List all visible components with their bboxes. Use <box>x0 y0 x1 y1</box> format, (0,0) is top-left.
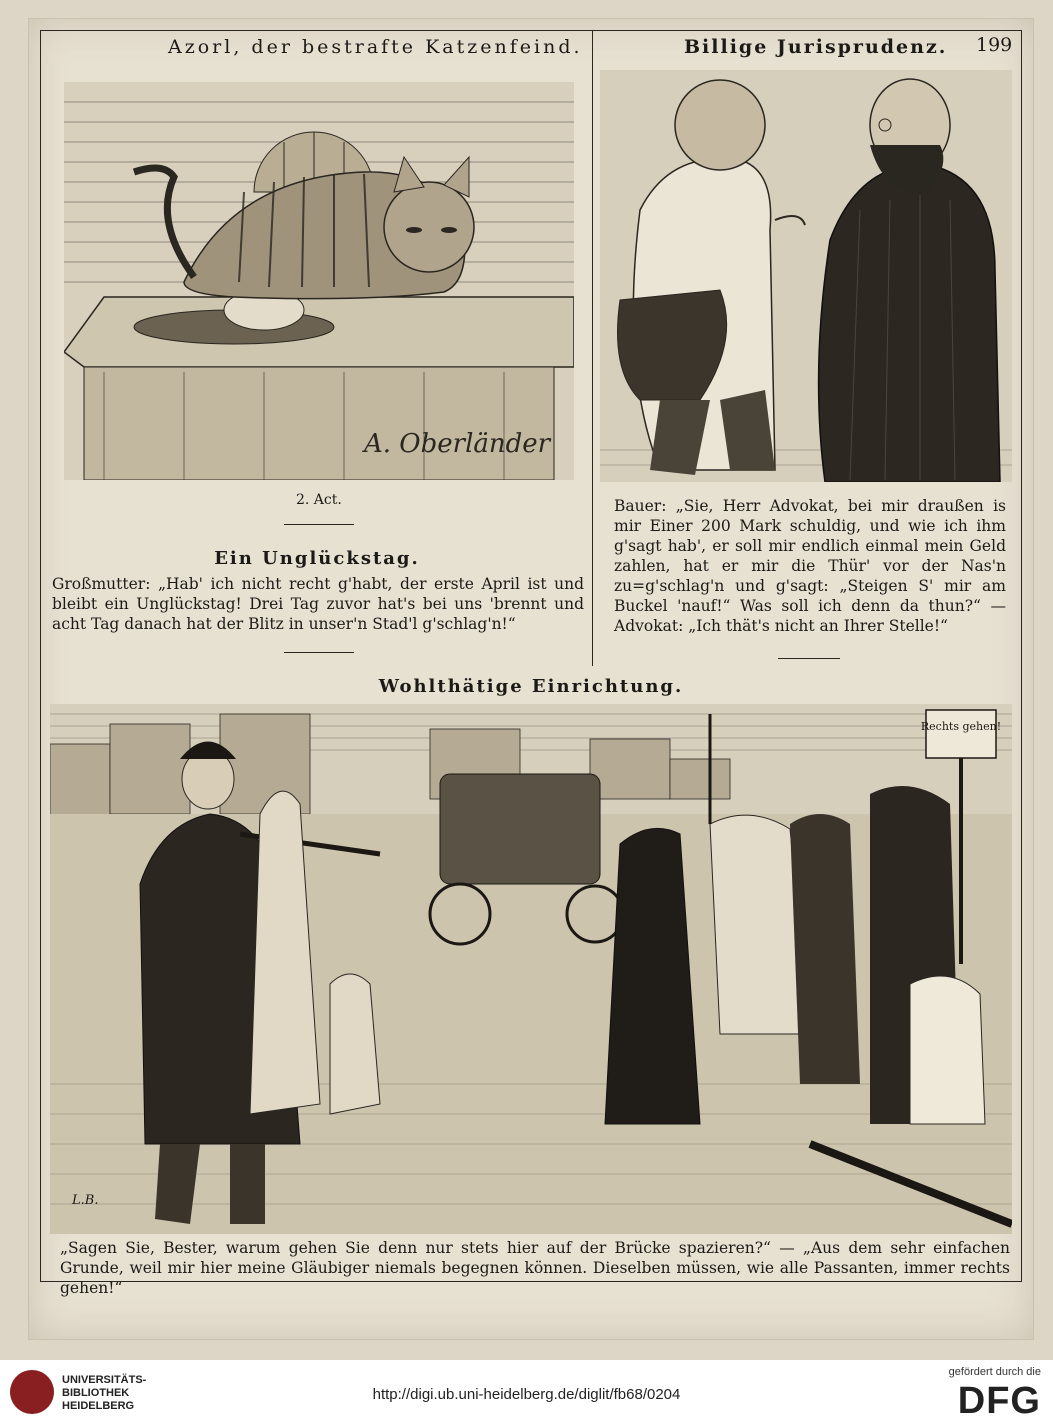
digitization-footer <box>0 1360 1053 1428</box>
column-divider <box>592 30 593 666</box>
lawyer-illustration <box>600 70 1012 482</box>
right-rule <box>1021 30 1022 1282</box>
left-rule <box>40 30 41 1282</box>
funding-note: gefördert durch die <box>948 1366 1041 1378</box>
artist-mark: L.B. <box>72 1193 99 1208</box>
short-divider <box>778 658 840 659</box>
cartoon-title-jurisprudenz: Billige Jurisprudenz. <box>684 36 948 58</box>
cartoon-caption-einrichtung: „Sagen Sie, Bester, warum gehen Sie denn nur stets hier auf der Brücke spazieren?“ — „Aus dem sehr einfachen Grunde, weil mir hier meine Gläubiger niemals begegnen können. Dieselben müssen, wie alle Passanten, immer rechts gehen!“ <box>60 1239 1010 1297</box>
bridge-illustration <box>50 704 1012 1234</box>
library-line-1: UNIVERSITÄTS- <box>62 1374 147 1386</box>
library-line-2: BIBLIOTHEK <box>62 1387 130 1399</box>
story-heading-unglueckstag: Ein Unglückstag. <box>214 548 420 569</box>
page-number: 199 <box>976 34 1013 56</box>
cartoon-title-azorl: Azorl, der bestrafte Katzenfeind. <box>168 36 583 58</box>
street-sign-text: Rechts gehen! <box>920 720 1002 733</box>
cat-illustration <box>64 82 574 480</box>
library-line-3: HEIDELBERG <box>62 1400 135 1412</box>
cartoon-title-einrichtung: Wohlthätige Einrichtung. <box>378 676 684 697</box>
act-label: 2. Act. <box>296 492 342 508</box>
permalink-url[interactable]: http://digi.ub.uni-heidelberg.de/diglit/fb68/0204 <box>372 1386 681 1403</box>
story-text-unglueckstag: Großmutter: „Hab' ich nicht recht g'habt, der erste April ist und bleibt ein Unglückstag! Drei Tag zuvor hat's bei uns 'brennt und acht Tag danach hat der Blitz in unser'n Stad'l g'schlag'n!“ <box>52 575 584 633</box>
short-divider <box>284 652 354 653</box>
top-rule <box>40 30 1022 31</box>
artist-signature: A. Oberländer <box>364 429 551 459</box>
short-divider <box>284 524 354 525</box>
story-text-jurisprudenz: Bauer: „Sie, Herr Advokat, bei mir draußen is mir Einer 200 Mark schuldig, und wie ich ihm g'sagt hab', er soll mir endlich einmal mein Geld zahlen, hat er mir die Thür' vor der Nas'n zu=g'schlag'n und g'sagt: „Steigen S' mir am Buckel 'nauf!“ Was soll ich denn da thun?“ — Advokat: „Ich thät's nicht an Ihrer Stelle!“ <box>614 497 1006 635</box>
dfg-logo: DFG <box>957 1380 1041 1422</box>
